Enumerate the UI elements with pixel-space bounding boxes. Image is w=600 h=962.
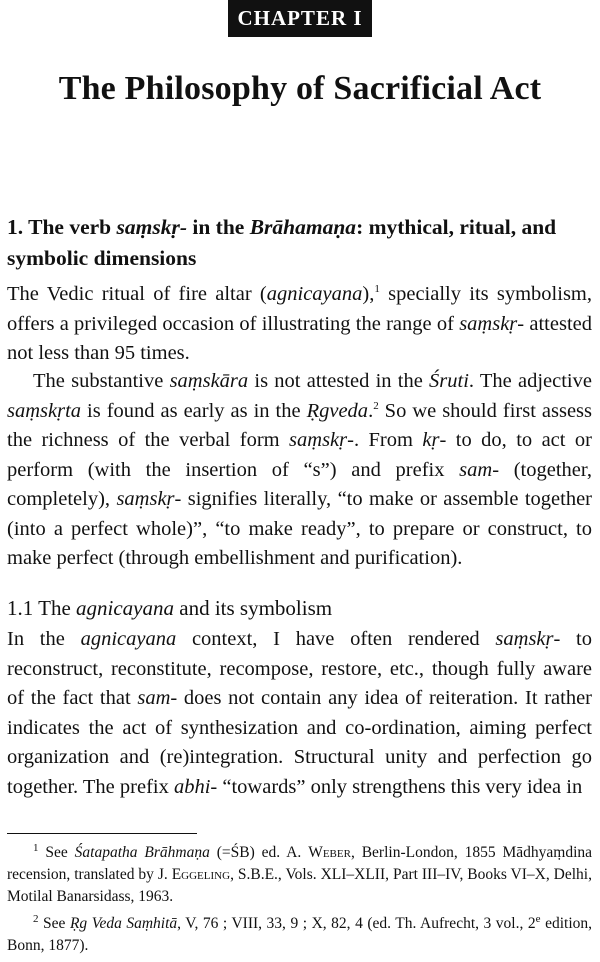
text-run: to reconstruct, reconstitute, recompose, restore, etc., though fully aware of the fact that	[7, 628, 592, 709]
text-run: , V, 76 ; VIII, 33, 9 ; X, 82, 4 (ed. Th. Aufrecht, 3 vol., 2	[177, 915, 536, 932]
text-run: (together, completely),	[7, 458, 592, 510]
term-samskr: saṃskṛ-	[289, 429, 354, 451]
term-samskara: saṃskāra	[169, 370, 249, 392]
subsection-number: 1.1 The	[7, 596, 77, 620]
heading-text: and its symbolism	[174, 596, 333, 620]
heading-text: in the	[186, 215, 250, 239]
text-run: to do, to act or perform (with the insertion of “s”) and prefix	[7, 429, 592, 481]
subsection-heading	[7, 594, 332, 623]
text-run: specially its symbolism, offers a privileged occasion of illustrating the range of	[7, 283, 592, 335]
text-run: attested not less than 95 times.	[7, 312, 592, 364]
chapter-badge: CHAPTER I	[228, 0, 372, 37]
term-sruti: Śruti	[429, 370, 469, 392]
footnote-1	[7, 842, 592, 908]
text-run: So we should first assess the richness of the verbal form	[7, 399, 592, 451]
text-run: (=ŚB) ed. A.	[209, 844, 309, 861]
term-samskr: saṃskṛ-	[116, 215, 187, 239]
term-samskr: saṃskṛ-	[459, 312, 525, 335]
term-agnicayana: agnicayana	[266, 283, 363, 305]
footnote-ref: 1	[374, 283, 380, 296]
text-run: “towards” only strengthens this very idea in	[217, 775, 583, 798]
text-run: is found as early as in the	[81, 399, 307, 422]
text-run: The Vedic ritual of fire altar (	[7, 283, 267, 305]
text-run: ),	[362, 283, 375, 305]
term-agnicayana: agnicayana	[80, 628, 177, 650]
paragraph-3	[7, 625, 592, 802]
term-samskr: saṃskṛ-	[116, 488, 182, 510]
footnote-number: 2	[33, 912, 39, 925]
superscript: e	[535, 912, 541, 925]
term-sam: sam-	[459, 458, 500, 481]
author-name: Eggeling	[171, 866, 231, 883]
text-run: See	[38, 915, 70, 932]
section-heading	[7, 212, 592, 274]
term-samskrta: saṃskṛta	[7, 399, 82, 422]
footnote-divider	[7, 833, 197, 834]
term-abhi: abhi-	[173, 775, 218, 798]
text-run: context, I have often rendered	[176, 628, 496, 650]
text-run: See	[38, 844, 75, 861]
text-run: .	[368, 399, 374, 422]
text-run: , Berlin-London, 1855 Mādhyaṃdina recension, translated by J.	[7, 844, 593, 883]
author-name: Weber	[308, 844, 351, 861]
text-run: signifies literally, “to make or assemble together (into a perfect whole)”, “to make ready”, to prepare or construct, to make perfect (through embellishment and purification).	[7, 488, 592, 569]
footnote-ref: 2	[373, 399, 379, 412]
term-sam: sam-	[137, 687, 178, 709]
term-samskr: saṃskṛ-	[495, 628, 561, 650]
term-kr: kṛ-	[422, 429, 447, 451]
paragraph-1	[7, 280, 592, 369]
text-run: is not attested in the	[248, 370, 430, 392]
term-agnicayana: agnicayana	[76, 596, 175, 620]
footnote-2	[7, 913, 592, 957]
text-run: , S.B.E., Vols. XLI–XLII, Part III–IV, Books VI–X, Delhi, Motilal Banarsidass, 1963.	[7, 866, 592, 905]
term-rg-veda-samhita: Ṛg Veda Saṃhitā	[69, 915, 178, 932]
term-brahmana: Brāhamaṇa	[249, 215, 357, 239]
text-run: . The adjective	[468, 370, 592, 392]
text-run: does not contain any idea of reiteration. It rather indicates the act of synthesization and co-ordination, aiming perfect organization and (re)integration. Structural unity and perfection go together. The prefix	[7, 687, 592, 798]
term-rgveda: Ṛgveda	[306, 399, 369, 422]
paragraph-2	[7, 367, 592, 574]
heading-text: : mythical, ritual, and symbolic dimensions	[7, 215, 557, 270]
text-run: edition, Bonn, 1877).	[7, 915, 592, 954]
term-satapatha-brahmana: Śatapatha Brāhmaṇa	[74, 844, 210, 861]
section-number: 1. The verb	[7, 215, 117, 239]
text-run: In the	[7, 628, 81, 650]
text-run: The substantive	[33, 370, 170, 392]
footnote-number: 1	[33, 841, 39, 854]
text-run: . From	[353, 429, 423, 451]
chapter-title: The Philosophy of Sacrificial Act	[58, 70, 542, 107]
